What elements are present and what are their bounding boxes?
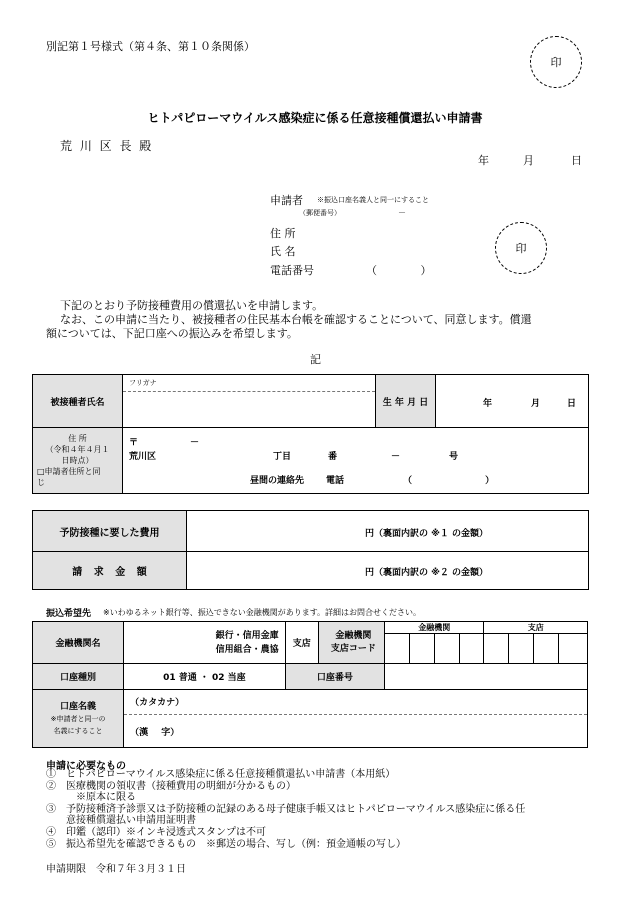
furigana-divider (123, 391, 375, 392)
cost-label: 予防接種に要した費用 (33, 511, 187, 552)
body-line-2: なお、この申請に当たり、被接種者の住民基本台帳を確認することについて、同意します。償還 (60, 313, 532, 326)
seal-label: 印 (550, 56, 562, 69)
ban-label: 番 (328, 452, 338, 462)
claim-label: 請 求 金 額 (33, 552, 187, 590)
postal-dash: － (398, 208, 406, 217)
phone-paren: （ ） (403, 476, 495, 486)
phone-label: 電話 (326, 476, 345, 486)
seal-circle-top (530, 36, 582, 88)
account-number-field[interactable] (385, 664, 588, 690)
phone-label: 電話番号 (270, 264, 314, 277)
code-digit[interactable] (509, 634, 534, 664)
form-number: 別記第１号様式（第４条、第１０条関係） (46, 40, 255, 53)
recipient-address-label: 住 所 （令和４年４月１ 日時点） □申請者住所と同 じ (33, 428, 123, 494)
requirements-heading: 申請に必要なもの (46, 761, 126, 772)
applicant-label: 申請者 (270, 194, 303, 207)
code-digit[interactable] (558, 634, 587, 664)
dob-month: 月 (531, 399, 541, 409)
day-contact-label: 昼間の連絡先 (250, 476, 305, 486)
code-head-institution: 金融機関 (385, 622, 484, 634)
address-label: 住 所 (270, 227, 296, 240)
code-digit[interactable] (385, 634, 410, 664)
bank-note: ※いわゆるネット銀行等、振込できない金融機関があります。詳細はお問合せください。 (103, 608, 422, 617)
code-digit[interactable] (434, 634, 459, 664)
go-label: 号 (449, 452, 459, 462)
dob-label: 生 年 月 日 (376, 375, 436, 428)
code-label: 金融機関 支店コード (318, 622, 384, 664)
phone-paren: （ ） (366, 264, 432, 277)
requirement-item: ⑤ 振込希望先を確認できるもの ※郵送の場合、写し（例：預金通帳の写し） (46, 838, 406, 850)
code-digit[interactable] (409, 634, 434, 664)
holder-label: 口座名義 ※申請者と同一の 名義にすること (33, 690, 124, 748)
same-address-checkbox[interactable]: □申請者住所と同 (37, 467, 101, 476)
recipient-name-label: 被接種者氏名 (33, 375, 123, 428)
requirement-item: ③ 予防接種済予診票又は予防接種の記録のある母子健康手帳又はヒトパピローマウイルス感染症に係る任 (46, 803, 526, 815)
addressee: 荒 川 区 長 殿 (60, 139, 154, 153)
applicant-note: ※振込口座名義人と同一にすること (317, 196, 429, 204)
deadline: 申請期限 令和７年３月３１日 (46, 864, 186, 875)
furigana-label: フリガナ (129, 379, 157, 387)
bank-table (32, 621, 588, 748)
dob-year: 年 (483, 399, 493, 409)
seal-circle-applicant (495, 222, 547, 274)
body-line-1: 下記のとおり予防接種費用の償還払いを申請します。 (60, 299, 324, 312)
claim-field[interactable]: 円（裏面内訳の ※２ の金額） (187, 552, 589, 590)
seal-label: 印 (515, 242, 527, 255)
holder-divider (124, 714, 587, 715)
dob-day: 日 (567, 399, 577, 409)
code-digit[interactable] (484, 634, 509, 664)
postal-label: （郵便番号） (299, 209, 341, 217)
bank-heading: 振込希望先 (46, 609, 92, 619)
kanji-label: （漢 字） (130, 728, 180, 738)
cost-table (32, 510, 589, 590)
requirement-item: ② 医療機関の領収書（接種費用の明細が分かるもの） (46, 780, 296, 792)
date-day: 日 (571, 154, 582, 167)
recipient-name-field[interactable] (123, 375, 376, 428)
chome-label: 丁目 (273, 452, 292, 462)
recipient-table (32, 374, 589, 494)
body-line-3: 額については、下記口座への振込みを希望します。 (46, 327, 298, 340)
institution-field[interactable]: 銀行・信用金庫 信用組合・農協 (124, 622, 286, 664)
account-number-label: 口座番号 (285, 664, 384, 690)
postal-dash: － (190, 438, 200, 448)
dash-label: － (391, 452, 401, 462)
institution-label: 金融機関名 (33, 622, 124, 664)
ward-label: 荒川区 (129, 452, 157, 462)
requirements-list (46, 769, 525, 850)
requirement-item: ① ヒトパピローマウイルス感染症に係る任意接種償還払い申請書（本用紙） (46, 769, 396, 780)
recipient-address-field[interactable] (123, 428, 589, 494)
holder-field[interactable] (124, 690, 588, 748)
account-type-label: 口座種別 (33, 664, 124, 690)
code-digit[interactable] (534, 634, 559, 664)
katakana-label: （カタカナ） (130, 698, 185, 708)
page-title: ヒトパピローマウイルス感染症に係る任意接種償還払い申請書 (147, 111, 483, 125)
postal-mark: 〒 (129, 438, 139, 448)
date-year: 年 (478, 154, 489, 167)
dob-field[interactable] (436, 375, 589, 428)
account-type-options[interactable]: 01 普通 ・ 02 当座 (124, 664, 286, 690)
requirement-item: ④ 印鑑（認印）※インキ浸透式スタンプは不可 (46, 826, 266, 838)
branch-label: 支店 (285, 622, 318, 664)
requirement-item: ※原本に限る (46, 792, 136, 804)
date-month: 月 (523, 154, 534, 167)
code-head-branch: 支店 (484, 622, 588, 634)
ki-mark: 記 (310, 353, 321, 366)
cost-field[interactable]: 円（裏面内訳の ※１ の金額） (187, 511, 589, 552)
code-digit[interactable] (459, 634, 484, 664)
requirement-item: 意接種償還払い申請用証明書 (46, 815, 196, 827)
name-label: 氏 名 (270, 245, 296, 258)
